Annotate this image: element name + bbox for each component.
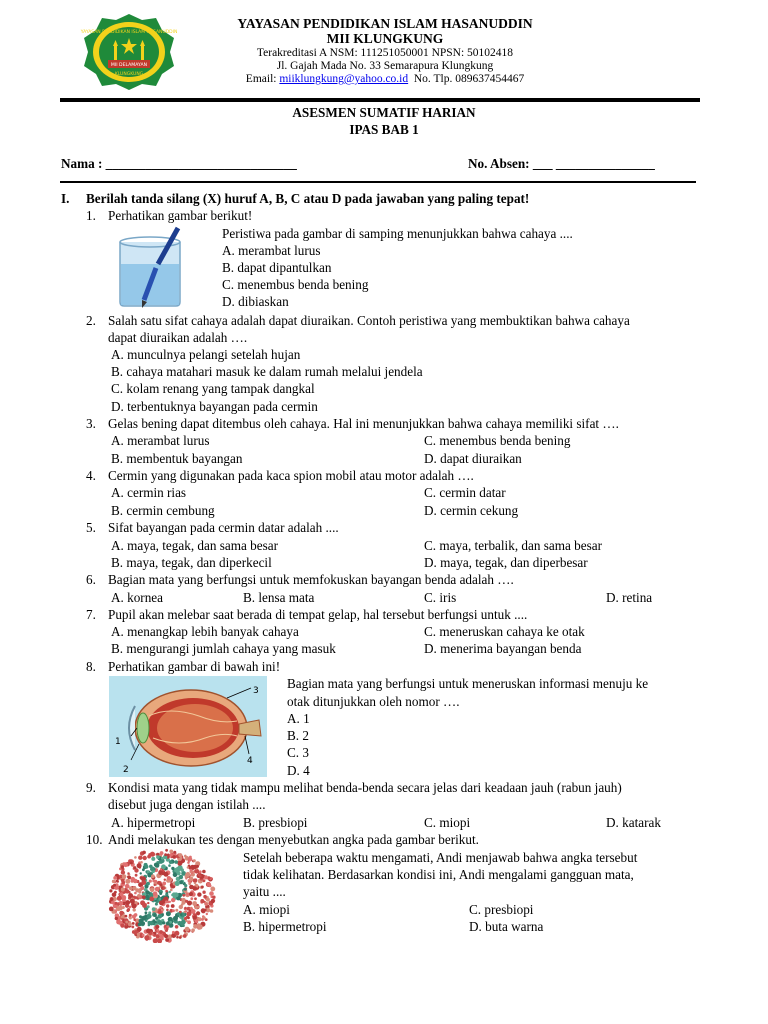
ishihara-background-dot: [191, 928, 195, 932]
ishihara-background-dot: [133, 866, 136, 869]
ishihara-digit-dot: [174, 917, 177, 920]
q5-text: Sifat bayangan pada cermin datar adalah ....: [108, 520, 339, 535]
ishihara-background-dot: [190, 897, 193, 900]
q10-description-end: yaitu ....: [243, 884, 286, 899]
ishihara-background-dot: [179, 936, 182, 939]
q7-option-d[interactable]: D. menerima bayangan benda: [424, 641, 582, 656]
ishihara-digit-dot: [152, 919, 155, 922]
ishihara-background-dot: [125, 884, 130, 889]
ishihara-background-dot: [133, 918, 136, 921]
ishihara-background-dot: [155, 925, 159, 929]
ishihara-background-dot: [163, 887, 166, 890]
q5-option-d[interactable]: D. maya, tegak, dan diperbesar: [424, 555, 588, 570]
q1-option-b[interactable]: B. dapat dipantulkan: [222, 260, 332, 275]
ishihara-background-dot: [113, 884, 116, 887]
ishihara-background-dot: [132, 922, 135, 925]
ishihara-digit-dot: [169, 891, 171, 893]
ishihara-background-dot: [166, 928, 169, 931]
ishihara-background-dot: [133, 908, 136, 911]
ishihara-background-dot: [164, 853, 167, 856]
q5-number: 5.: [86, 520, 96, 535]
logo-text-top: YAYASAN PENDIDIKAN ISLAM HASANUDDIN: [80, 30, 178, 35]
q6-option-c[interactable]: C. iris: [424, 590, 457, 605]
q4-text: Cermin yang digunakan pada kaca spion mobil atau motor adalah ….: [108, 468, 474, 483]
ishihara-background-dot: [193, 886, 197, 890]
ishihara-background-dot: [187, 866, 189, 868]
ishihara-digit-dot: [180, 913, 183, 916]
ishihara-background-dot: [171, 898, 175, 902]
ishihara-background-dot: [122, 898, 126, 902]
ishihara-background-dot: [158, 910, 162, 914]
ishihara-background-dot: [125, 889, 129, 893]
ishihara-background-dot: [207, 883, 211, 887]
ishihara-background-dot: [117, 903, 120, 906]
ishihara-background-dot: [187, 861, 190, 864]
ishihara-digit-dot: [175, 881, 180, 886]
ishihara-background-dot: [140, 876, 143, 879]
ishihara-background-dot: [134, 856, 137, 859]
ishihara-background-dot: [153, 891, 158, 896]
ishihara-digit-dot: [179, 875, 183, 879]
absen-field[interactable]: No. Absen: ___ _______________: [468, 156, 655, 171]
q4-option-b[interactable]: B. cermin cembung: [111, 503, 215, 518]
ishihara-background-dot: [165, 849, 168, 852]
q10-option-a[interactable]: A. miopi: [243, 902, 290, 917]
ishihara-background-dot: [194, 897, 197, 900]
ishihara-digit-dot: [151, 867, 155, 871]
ishihara-background-dot: [197, 906, 200, 909]
q6-text: Bagian mata yang berfungsi untuk memfokuskan bayangan benda adalah ….: [108, 572, 514, 587]
eye-label-4: 4: [247, 756, 253, 766]
ishihara-digit-dot: [180, 868, 184, 872]
ishihara-background-dot: [131, 926, 134, 929]
ishihara-digit-dot: [158, 914, 163, 919]
ishihara-background-dot: [132, 904, 137, 909]
ishihara-background-dot: [202, 891, 205, 894]
ishihara-digit-dot: [184, 884, 187, 887]
ishihara-background-dot: [109, 907, 114, 912]
ishihara-background-dot: [138, 856, 142, 860]
ishihara-background-dot: [120, 924, 124, 928]
q9-number: 9.: [86, 780, 96, 795]
ishihara-background-dot: [190, 869, 193, 872]
ishihara-background-dot: [159, 906, 162, 909]
q2-text-cont: dapat diuraikan adalah ….: [108, 330, 248, 345]
q5-option-a[interactable]: A. maya, tegak, dan sama besar: [111, 538, 278, 553]
address-line: Jl. Gajah Mada No. 33 Semarapura Klungkung: [276, 60, 494, 72]
ishihara-digit-dot: [144, 865, 148, 869]
ishihara-background-dot: [140, 861, 143, 864]
ishihara-digit-dot: [140, 872, 142, 874]
ishihara-background-dot: [187, 916, 190, 919]
q6-number: 6.: [86, 572, 96, 587]
ishihara-background-dot: [127, 872, 129, 874]
ishihara-background-dot: [199, 875, 202, 878]
ishihara-background-dot: [204, 875, 208, 879]
ishihara-background-dot: [112, 880, 115, 883]
ishihara-background-dot: [135, 874, 138, 877]
q9-option-c[interactable]: C. miopi: [424, 815, 471, 830]
q1-number: 1.: [86, 208, 96, 223]
ishihara-background-dot: [165, 900, 168, 903]
q10-option-b[interactable]: B. hipermetropi: [243, 919, 327, 934]
ishihara-digit-dot: [183, 921, 186, 924]
ishihara-background-dot: [142, 851, 146, 855]
phone-text: No. Tlp. 089637454467: [413, 73, 525, 85]
ishihara-digit-dot: [155, 863, 160, 868]
q2-text: Salah satu sifat cahaya adalah dapat diuraikan. Contoh peristiwa yang membuktikan bahwa cahaya: [108, 313, 630, 328]
ishihara-background-dot: [160, 851, 164, 855]
ishihara-background-dot: [115, 917, 118, 920]
ishihara-background-dot: [206, 913, 208, 915]
q7-text: Pupil akan melebar saat berada di tempat gelap, hal tersebut berfungsi untuk ....: [108, 607, 528, 622]
ishihara-background-dot: [186, 893, 189, 896]
ishihara-digit-dot: [138, 923, 142, 927]
ishihara-background-dot: [130, 899, 135, 904]
ishihara-background-dot: [154, 884, 156, 886]
ishihara-background-dot: [199, 870, 202, 873]
ishihara-background-dot: [172, 855, 176, 859]
q6-option-d[interactable]: D. retina: [606, 590, 653, 605]
ishihara-background-dot: [171, 904, 175, 908]
ishihara-background-dot: [157, 881, 161, 885]
ishihara-background-dot: [112, 892, 117, 897]
ishihara-background-dot: [200, 899, 204, 903]
ishihara-digit-dot: [157, 920, 162, 925]
q1-option-d[interactable]: D. dibiaskan: [222, 294, 289, 309]
ishihara-background-dot: [137, 933, 140, 936]
ishihara-digit-dot: [174, 860, 178, 864]
ishihara-background-dot: [166, 909, 169, 912]
ishihara-background-dot: [177, 861, 182, 866]
ishihara-background-dot: [167, 876, 171, 880]
ishihara-background-dot: [175, 925, 179, 929]
ishihara-background-dot: [125, 915, 128, 918]
ishihara-background-dot: [121, 887, 125, 891]
foundation-name: YAYASAN PENDIDIKAN ISLAM HASANUDDIN: [237, 16, 533, 31]
ishihara-background-dot: [165, 938, 169, 942]
ishihara-background-dot: [158, 870, 163, 875]
q3-text: Gelas bening dapat ditembus oleh cahaya. Hal ini menunjukkan bahwa cahaya memiliki sifat ….: [108, 416, 619, 431]
ishihara-background-dot: [192, 901, 197, 906]
ishihara-background-dot: [209, 891, 214, 896]
ishihara-background-dot: [109, 889, 112, 892]
q10-number: 10.: [86, 832, 103, 847]
ishihara-background-dot: [128, 922, 132, 926]
ishihara-background-dot: [210, 887, 215, 892]
ishihara-background-dot: [155, 887, 160, 892]
ishihara-background-dot: [187, 920, 191, 924]
q8-text: Perhatikan gambar di bawah ini!: [108, 659, 281, 674]
ishihara-background-dot: [137, 894, 141, 898]
ishihara-background-dot: [197, 892, 201, 896]
ishihara-background-dot: [188, 857, 193, 862]
logo-text-banner: MII DELAMAYAN: [110, 63, 148, 68]
ishihara-background-dot: [129, 914, 132, 917]
ishihara-background-dot: [173, 851, 176, 854]
q1-option-c[interactable]: C. menembus benda bening: [222, 277, 369, 292]
q6-option-a[interactable]: A. kornea: [111, 590, 163, 605]
q2-option-c[interactable]: C. kolam renang yang tampak dangkal: [111, 381, 315, 396]
header-rule-thick: [60, 98, 700, 102]
ishihara-digit-dot: [156, 855, 160, 859]
ishihara-background-dot: [167, 854, 170, 857]
q7-option-c[interactable]: C. meneruskan cahaya ke otak: [424, 624, 585, 639]
eye-label-1: 1: [115, 737, 121, 747]
ishihara-background-dot: [129, 917, 132, 920]
ishihara-background-dot: [202, 870, 206, 874]
q8-description-cont: otak ditunjukkan oleh nomor ….: [287, 694, 460, 709]
q1-option-a[interactable]: A. merambat lurus: [222, 243, 321, 258]
ishihara-background-dot: [193, 878, 197, 882]
ishihara-digit-dot: [153, 913, 157, 917]
q8-option-c[interactable]: C. 3: [287, 745, 309, 760]
q3-option-b[interactable]: B. membentuk bayangan: [111, 451, 243, 466]
ishihara-background-dot: [166, 904, 169, 907]
ishihara-digit-dot: [151, 857, 155, 861]
q5-option-b[interactable]: B. maya, tegak, dan diperkecil: [111, 555, 272, 570]
q4-number: 4.: [86, 468, 96, 483]
q8-description: Bagian mata yang berfungsi untuk meneruskan informasi menuju ke: [287, 676, 649, 691]
ishihara-background-dot: [164, 879, 166, 881]
ishihara-digit-dot: [184, 888, 187, 891]
ishihara-background-dot: [169, 850, 173, 854]
ishihara-background-dot: [182, 894, 185, 897]
ishihara-digit-dot: [172, 892, 177, 897]
ishihara-background-dot: [146, 929, 151, 934]
logo-text-bottom: KLUNGKUNG: [114, 72, 144, 77]
ishihara-background-dot: [140, 886, 144, 890]
ishihara-background-dot: [131, 877, 136, 882]
eye-label-3: 3: [253, 686, 259, 696]
ishihara-digit-dot: [166, 911, 171, 916]
ishihara-background-dot: [127, 908, 130, 911]
ishihara-background-dot: [159, 930, 163, 934]
q8-number: 8.: [86, 659, 96, 674]
ishihara-background-dot: [175, 909, 178, 912]
ishihara-background-dot: [125, 921, 128, 924]
ishihara-background-dot: [142, 934, 145, 937]
ishihara-background-dot: [113, 876, 117, 880]
ishihara-background-dot: [164, 934, 168, 938]
q2-option-a[interactable]: A. munculnya pelangi setelah hujan: [111, 347, 301, 362]
q7-number: 7.: [86, 607, 96, 622]
ishihara-background-dot: [129, 886, 133, 890]
ishihara-digit-dot: [177, 871, 181, 875]
ishihara-background-dot: [148, 853, 151, 856]
q10-text: Andi melakukan tes dengan menyebutkan angka pada gambar berikut.: [108, 832, 479, 847]
ishihara-background-dot: [125, 879, 130, 884]
ishihara-background-dot: [170, 853, 173, 856]
ishihara-background-dot: [169, 901, 171, 903]
ishihara-background-dot: [172, 909, 175, 912]
q8-option-b[interactable]: B. 2: [287, 728, 309, 743]
ishihara-digit-dot: [146, 882, 150, 886]
ishihara-background-dot: [183, 934, 187, 938]
ishihara-digit-dot: [141, 916, 146, 921]
ishihara-digit-dot: [147, 891, 150, 894]
ishihara-digit-dot: [177, 912, 180, 915]
q5-option-c[interactable]: C. maya, terbalik, dan sama besar: [424, 538, 602, 553]
q7-option-b[interactable]: B. mengurangi jumlah cahaya yang masuk: [111, 641, 336, 656]
ishihara-background-dot: [178, 853, 182, 857]
q3-option-a[interactable]: A. merambat lurus: [111, 433, 210, 448]
ishihara-digit-dot: [155, 903, 158, 906]
ishihara-background-dot: [192, 915, 197, 920]
ishihara-digit-dot: [159, 892, 162, 895]
q9-text-cont: disebut juga dengan istilah ....: [108, 797, 266, 812]
ishihara-digit-dot: [161, 864, 166, 869]
ishihara-background-dot: [188, 882, 191, 885]
ishihara-background-dot: [205, 903, 208, 906]
ishihara-background-dot: [144, 935, 149, 940]
q9-text: Kondisi mata yang tidak mampu melihat benda-benda secara jelas dari keadaan jauh (rabun jauh): [108, 780, 622, 795]
ishihara-digit-dot: [168, 864, 171, 867]
ishihara-background-dot: [119, 911, 123, 915]
ishihara-background-dot: [122, 906, 125, 909]
ishihara-background-dot: [133, 887, 137, 891]
ishihara-digit-dot: [152, 907, 156, 911]
email-link[interactable]: miiklungkung@yahoo.co.id: [279, 73, 409, 85]
ishihara-digit-dot: [162, 921, 165, 924]
ishihara-background-dot: [142, 895, 146, 899]
ishihara-background-dot: [187, 901, 192, 906]
q10-description-cont: tidak kelihatan. Berdasarkan kondisi ini, Andi mengalami gangguan mata,: [243, 867, 634, 882]
ishihara-background-dot: [184, 855, 187, 858]
ishihara-digit-dot: [158, 898, 161, 901]
q2-number: 2.: [86, 313, 96, 328]
ishihara-background-dot: [198, 924, 203, 929]
ishihara-background-dot: [185, 872, 190, 877]
ishihara-background-dot: [185, 910, 187, 912]
q8-option-a[interactable]: A. 1: [287, 711, 310, 726]
ishihara-background-dot: [122, 874, 127, 879]
q9-option-a[interactable]: A. hipermetropi: [111, 815, 196, 830]
ishihara-background-dot: [165, 890, 168, 893]
ishihara-background-dot: [128, 893, 133, 898]
ishihara-digit-dot: [169, 921, 172, 924]
q7-option-a[interactable]: A. menangkap lebih banyak cahaya: [111, 624, 299, 639]
email-label: Email:: [245, 73, 280, 85]
ishihara-background-dot: [120, 865, 124, 869]
q6-option-b[interactable]: B. lensa mata: [243, 590, 315, 605]
q1-description: Peristiwa pada gambar di samping menunjukkan bahwa cahaya ....: [222, 226, 573, 241]
q3-option-d[interactable]: D. dapat diuraikan: [424, 451, 522, 466]
ishihara-background-dot: [198, 917, 202, 921]
accreditation-line: Terakreditasi A NSM: 111251050001 NPSN: 50102418: [256, 47, 514, 59]
ishihara-background-dot: [125, 900, 130, 905]
exam-subject: IPAS BAB 1: [349, 122, 419, 137]
ishihara-background-dot: [196, 865, 199, 868]
q3-number: 3.: [86, 416, 96, 431]
ishihara-background-dot: [122, 881, 126, 885]
ishihara-background-dot: [184, 907, 187, 910]
ishihara-background-dot: [176, 936, 179, 939]
ishihara-background-dot: [137, 863, 142, 868]
ishihara-background-dot: [151, 874, 155, 878]
ishihara-background-dot: [189, 892, 193, 896]
ishihara-background-dot: [117, 896, 122, 901]
ishihara-background-dot: [212, 896, 215, 899]
ishihara-background-dot: [116, 880, 119, 883]
ishihara-background-dot: [174, 931, 179, 936]
q9-option-b[interactable]: B. presbiopi: [243, 815, 308, 830]
ishihara-background-dot: [179, 905, 183, 909]
identity-rule: [60, 181, 696, 183]
ishihara-background-dot: [203, 895, 207, 899]
ishihara-background-dot: [147, 902, 149, 904]
ishihara-digit-dot: [145, 911, 148, 914]
ishihara-background-dot: [164, 872, 169, 877]
q4-option-c[interactable]: C. cermin datar: [424, 485, 506, 500]
ishihara-background-dot: [201, 918, 204, 921]
ishihara-background-dot: [201, 886, 204, 889]
school-name: MII KLUNGKUNG: [326, 31, 444, 46]
ishihara-digit-dot: [171, 867, 174, 870]
contact-line: [150, 73, 620, 85]
ishihara-background-dot: [138, 891, 141, 894]
ishihara-background-dot: [193, 859, 196, 862]
ishihara-background-dot: [140, 900, 145, 905]
ishihara-digit-dot: [147, 905, 150, 908]
ishihara-background-dot: [121, 870, 125, 874]
glass-pencil-image: [112, 224, 187, 308]
ishihara-background-dot: [130, 862, 133, 865]
ishihara-background-dot: [154, 880, 157, 883]
ishihara-background-dot: [190, 908, 193, 911]
exam-title: ASESMEN SUMATIF HARIAN: [292, 105, 476, 120]
ishihara-background-dot: [119, 892, 123, 896]
name-field[interactable]: Nama : _____________________________: [61, 156, 297, 171]
section-number: I.: [61, 191, 70, 206]
ishihara-background-dot: [185, 927, 190, 932]
ishihara-background-dot: [137, 927, 142, 932]
ishihara-background-dot: [170, 889, 173, 892]
q1-text: Perhatikan gambar berikut!: [108, 208, 253, 223]
ishihara-background-dot: [210, 909, 214, 913]
eye-label-2: 2: [123, 765, 129, 775]
ishihara-background-dot: [141, 880, 146, 885]
section-instruction: Berilah tanda silang (X) huruf A, B, C atau D pada jawaban yang paling tepat!: [86, 191, 530, 206]
q2-option-d[interactable]: D. terbentuknya bayangan pada cermin: [111, 399, 318, 414]
ishihara-background-dot: [162, 882, 166, 886]
q10-option-d[interactable]: D. buta warna: [469, 919, 544, 934]
ishihara-background-dot: [150, 887, 155, 892]
ishihara-background-dot: [149, 897, 154, 902]
ishihara-background-dot: [123, 862, 128, 867]
q10-description: Setelah beberapa waktu mengamati, Andi menjawab bahwa angka tersebut: [243, 850, 638, 865]
ishihara-background-dot: [143, 856, 147, 860]
q9-option-d[interactable]: D. katarak: [606, 815, 661, 830]
q3-option-c[interactable]: C. menembus benda bening: [424, 433, 571, 448]
q8-option-d[interactable]: D. 4: [287, 763, 310, 778]
ishihara-background-dot: [211, 899, 215, 903]
ishihara-background-dot: [134, 913, 138, 917]
ishihara-background-dot: [160, 935, 164, 939]
ishihara-plate-image: [108, 848, 216, 943]
q2-option-b[interactable]: B. cahaya matahari masuk ke dalam rumah melalui jendela: [111, 364, 423, 379]
q10-option-c[interactable]: C. presbiopi: [469, 902, 534, 917]
eye-anatomy-image: [109, 676, 267, 777]
ishihara-background-dot: [187, 911, 192, 916]
ishihara-background-dot: [111, 901, 115, 905]
q4-option-a[interactable]: A. cermin rias: [111, 485, 187, 500]
q4-option-d[interactable]: D. cermin cekung: [424, 503, 519, 518]
ishihara-background-dot: [204, 909, 207, 912]
